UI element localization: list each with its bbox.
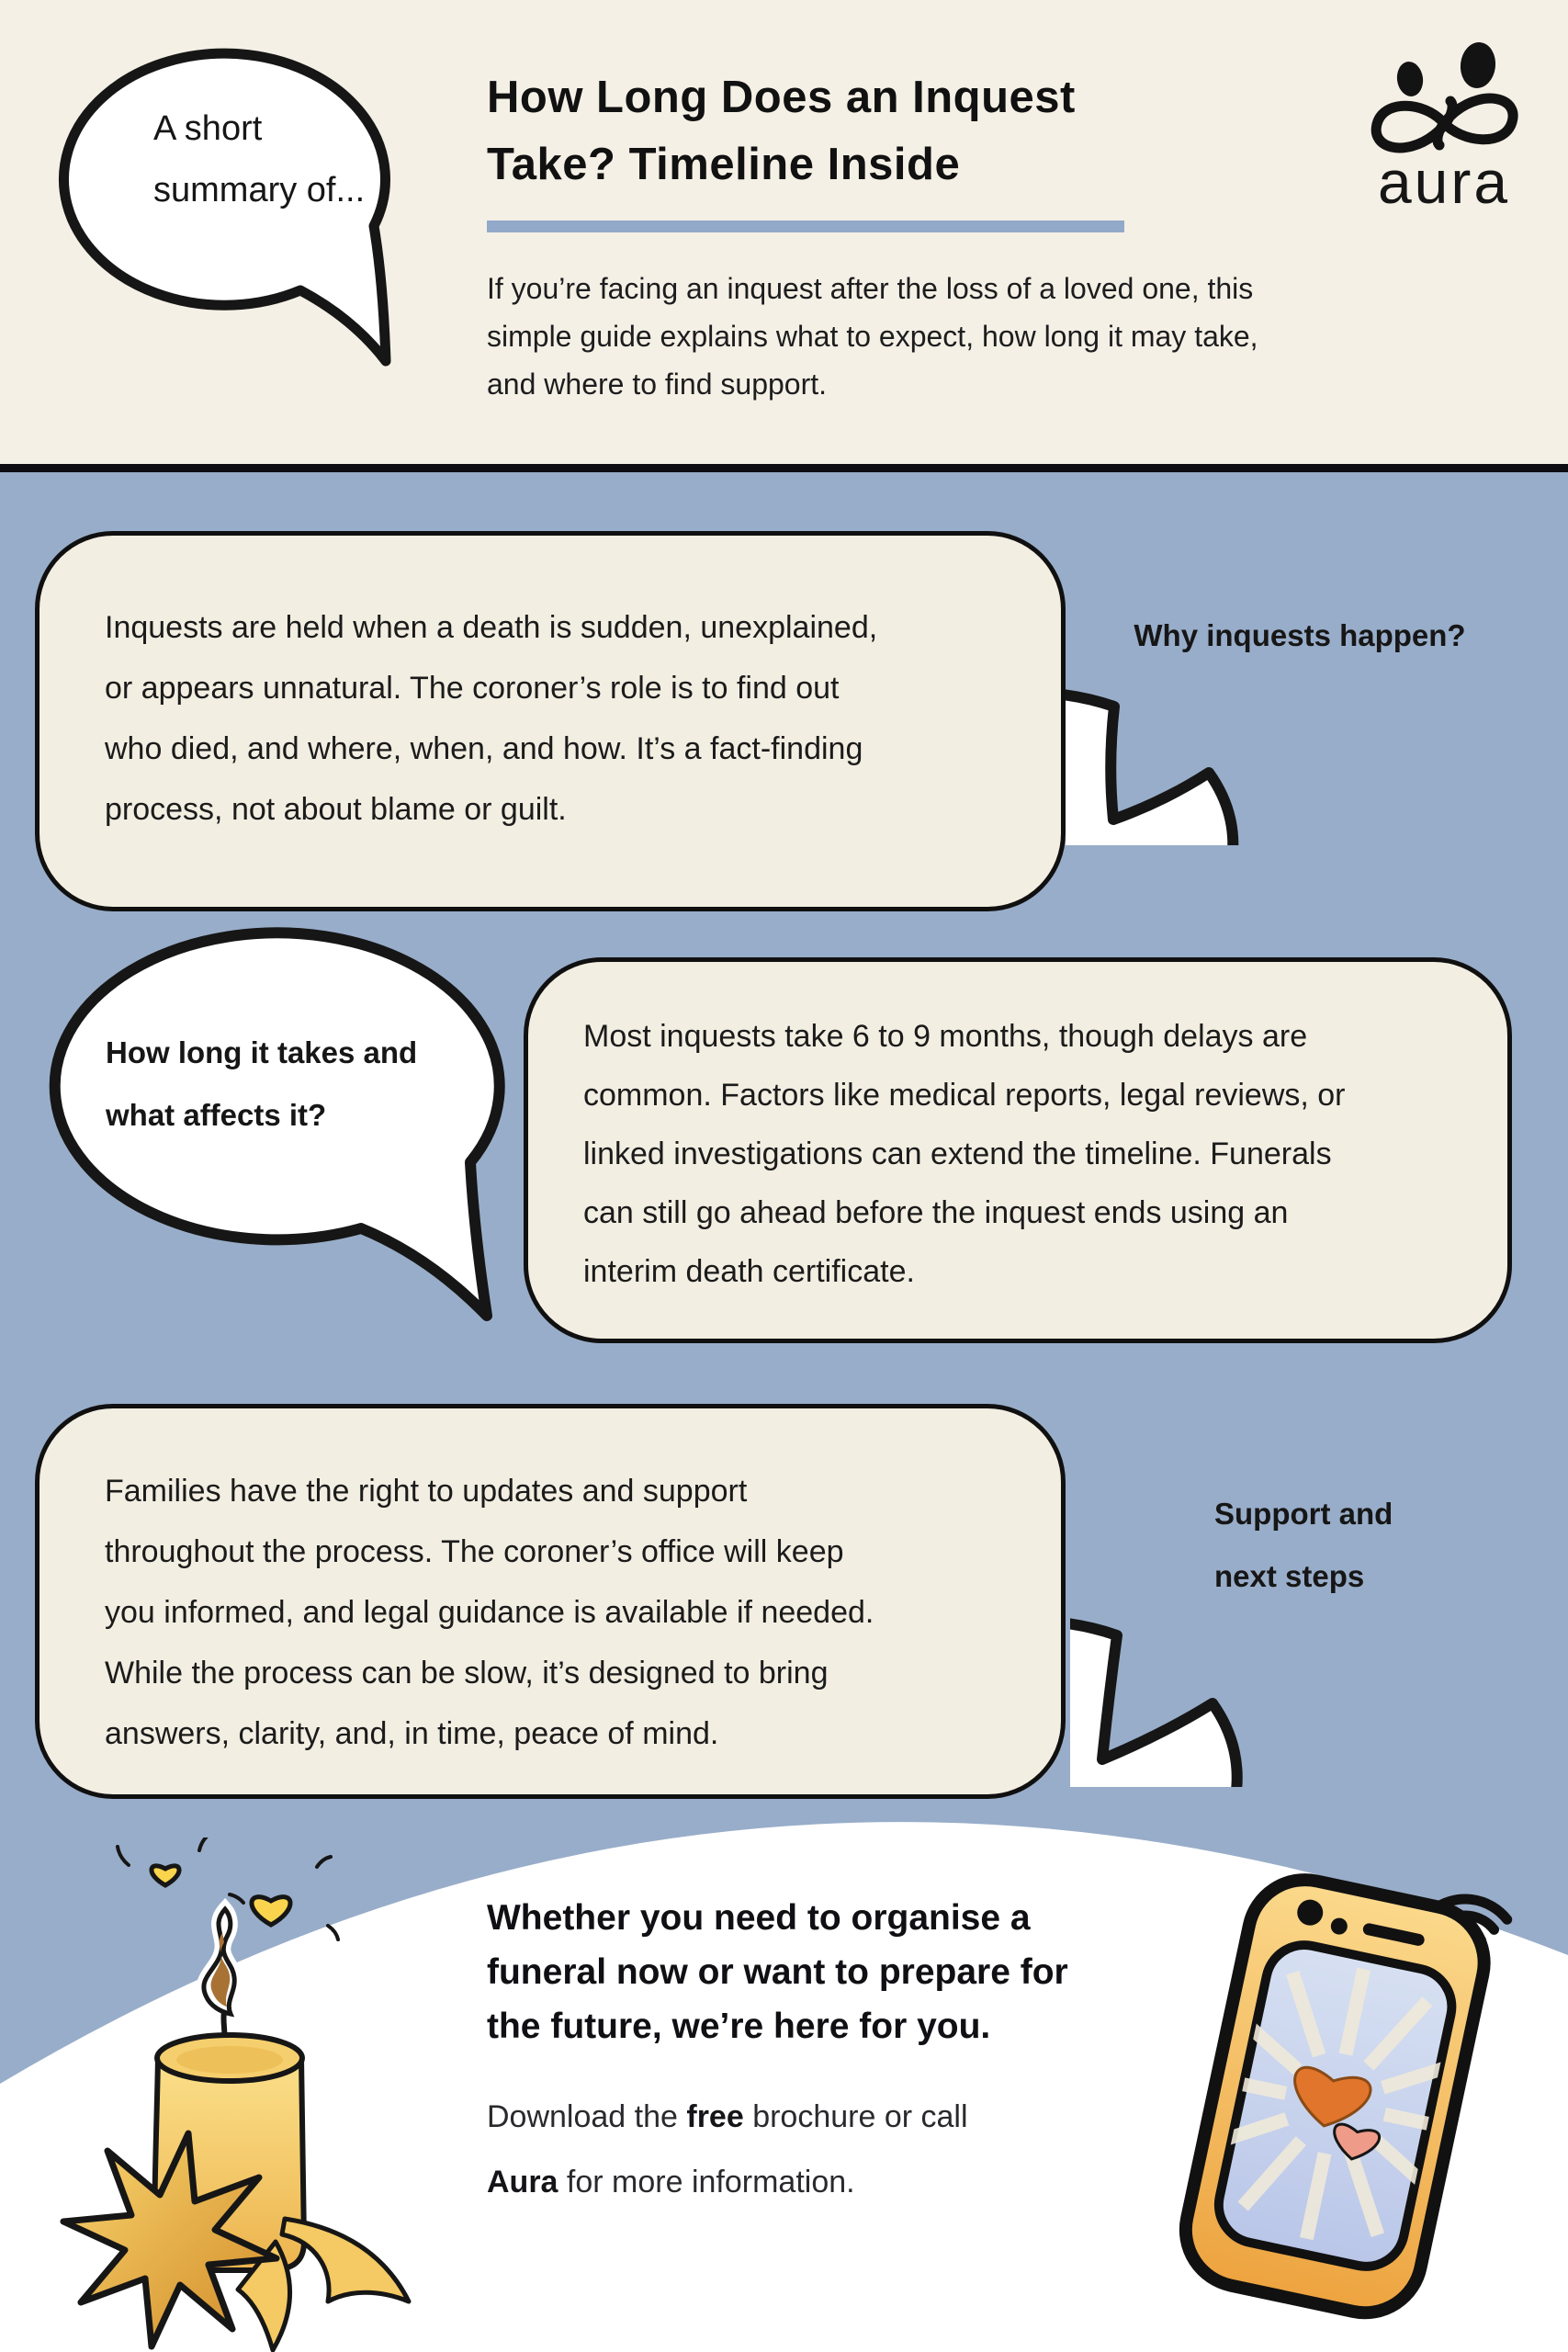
- timeline-box-line2: common. Factors like medical reports, legal reviews, or: [583, 1078, 1346, 1113]
- logo-head-small-icon: [1394, 60, 1425, 98]
- timeline-box-line5: interim death certificate.: [583, 1254, 915, 1289]
- page-title-line2: Take? Timeline Inside: [487, 140, 961, 189]
- summary-bubble-line2: summary of...: [153, 171, 366, 209]
- timeline-box-line1: Most inquests take 6 to 9 months, though delays are: [583, 1019, 1308, 1054]
- page-title-line1: How Long Does an Inquest: [487, 73, 1076, 122]
- candle-top-shade: [176, 2046, 283, 2074]
- intro-line3: and where to find support.: [487, 368, 828, 401]
- footer-headline-line2: funeral now or want to prepare for: [487, 1952, 1068, 1992]
- phone-body-group: [1159, 1866, 1515, 2328]
- why-box-line4: process, not about blame or guilt.: [105, 792, 567, 827]
- heart-icon: [152, 1866, 179, 1885]
- timeline-box-line4: can still go ahead before the inquest ends using an: [583, 1195, 1289, 1230]
- how-long-bubble-line1: How long it takes and: [106, 1035, 418, 1069]
- why-box-line2: or appears unnatural. The coroner’s role is to find out: [105, 671, 840, 706]
- candle-illustration: [41, 1838, 436, 2352]
- aura-logo: [1348, 35, 1541, 214]
- why-bubble-label: Why inquests happen?: [1134, 618, 1466, 652]
- support-bubble-line1: Support and: [1214, 1497, 1393, 1531]
- intro-line2: simple guide explains what to expect, how long it may take,: [487, 320, 1258, 353]
- why-box-line3: who died, and where, when, and how. It’s a fact-finding: [105, 731, 863, 766]
- support-bubble-line2: next steps: [1214, 1559, 1365, 1593]
- intro-line1: If you’re facing an inquest after the loss of a loved one, this: [487, 272, 1254, 305]
- how-long-bubble-line2: what affects it?: [106, 1098, 327, 1132]
- cta-line2: [487, 2165, 855, 2200]
- infinity-icon: [1376, 98, 1513, 148]
- cta-line1-post: brochure or call: [743, 2099, 968, 2134]
- support-box-line3: you informed, and legal guidance is available if needed.: [105, 1595, 874, 1630]
- cta-line1: [487, 2099, 968, 2135]
- footer-headline-line3: the future, we’re here for you.: [487, 2007, 991, 2046]
- cta-line1-bold: free: [686, 2099, 744, 2134]
- support-box-line2: throughout the process. The coroner’s office will keep: [105, 1534, 844, 1569]
- cta-line1-pre: Download the: [487, 2099, 687, 2134]
- summary-speech-bubble: [51, 41, 418, 386]
- logo-head-large-icon: [1458, 40, 1497, 90]
- why-box-line1: Inquests are held when a death is sudden, unexplained,: [105, 610, 878, 645]
- phone-illustration: [1153, 1860, 1548, 2352]
- summary-bubble-line1: A short: [153, 109, 263, 148]
- speech-bubble-shape: [1066, 693, 1233, 845]
- footer-headline-line1: Whether you need to organise a: [487, 1898, 1031, 1938]
- support-box-line4: While the process can be slow, it’s designed to bring: [105, 1656, 829, 1690]
- cta-line2-bold: Aura: [487, 2165, 558, 2199]
- timeline-box-line3: linked investigations can extend the timeline. Funerals: [583, 1136, 1332, 1171]
- logo-wordmark: aura: [1377, 148, 1511, 214]
- cta-line2-post: for more information.: [558, 2165, 855, 2199]
- title-underline: [487, 220, 1124, 232]
- support-box-line1: Families have the right to updates and support: [105, 1474, 748, 1509]
- heart-icon: [252, 1897, 290, 1925]
- support-box-line5: answers, clarity, and, in time, peace of mind.: [105, 1716, 719, 1751]
